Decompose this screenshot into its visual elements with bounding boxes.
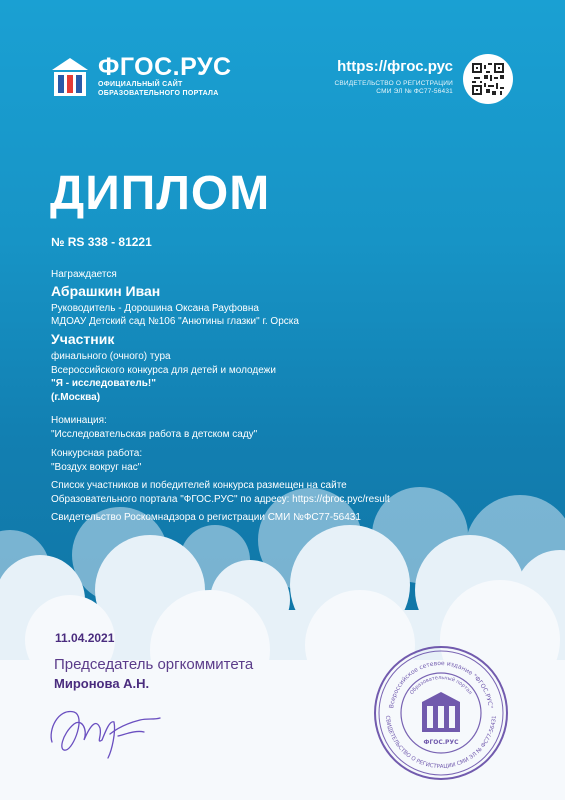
registration-line-1: СВИДЕТЕЛЬСТВО О РЕГИСТРАЦИИ (334, 80, 453, 87)
logo-subtitle-1: ОФИЦИАЛЬНЫЙ САЙТ (98, 81, 183, 88)
registration-line-2: СМИ ЭЛ № ФС77-56431 (376, 88, 453, 95)
site-info (334, 58, 453, 96)
certificate-line: Свидетельство Роскомнадзора о регистрации СМИ №ФС77-56431 (51, 512, 361, 523)
qr-code-icon[interactable] (463, 54, 513, 104)
supervisor-line: Руководитель - Дорошина Оксана Рауфовна (51, 303, 259, 314)
official-stamp (372, 644, 510, 782)
building-logo-icon (50, 56, 90, 98)
chair-name: Миронова А.Н. (54, 676, 150, 691)
logo-title: ФГОС.РУС (98, 53, 232, 81)
diploma-number: № RS 338 - 81221 (51, 235, 152, 249)
contest-line: Всероссийского конкурса для детей и молодежи (51, 365, 276, 376)
stamp-center-text: ФГОС.РУС (423, 739, 459, 746)
results-line-2: Образовательного портала "ФГОС.РУС" по адресу: https://фгос.рус/result (51, 494, 390, 505)
participant-status: Участник (51, 331, 115, 347)
site-url-link[interactable]: https://фгос.рус (337, 58, 453, 75)
chair-title: Председатель оргкоммитета (54, 656, 254, 673)
school-line: МДОАУ Детский сад №106 "Анютины глазки" г. Орска (51, 316, 299, 327)
logo-subtitle-2: ОБРАЗОВАТЕЛЬНОГО ПОРТАЛА (98, 90, 219, 97)
stamp-building-icon (422, 692, 460, 732)
stamp-inner-text: Образовательный портал (409, 674, 473, 696)
work-label: Конкурсная работа: (51, 448, 143, 459)
stamp-bottom-text: СВИДЕТЕЛЬСТВО О РЕГИСТРАЦИИ СМИ ЭЛ № ФС77-56431 (384, 715, 498, 771)
handwritten-signature (44, 690, 164, 762)
results-line-1: Список участников и победителей конкурса размещен на сайте (51, 480, 347, 491)
contest-city: (г.Москва) (51, 392, 101, 403)
recipient-name: Абрашкин Иван (51, 283, 161, 299)
contest-name: "Я - исследователь!" (51, 378, 156, 389)
stamp-top-text: Всероссийское сетевое издание "ФГОС.РУС" (388, 659, 494, 709)
nomination-value: "Исследовательская работа в детском саду" (51, 429, 258, 440)
nomination-label: Номинация: (51, 415, 107, 426)
work-value: "Воздух вокруг нас" (51, 462, 142, 473)
diploma-title: ДИПЛОМ (50, 167, 271, 220)
issue-date: 11.04.2021 (55, 631, 115, 645)
round-line: финального (очного) тура (51, 351, 171, 362)
portal-logo[interactable] (50, 55, 232, 98)
awarded-label: Награждается (51, 269, 117, 280)
